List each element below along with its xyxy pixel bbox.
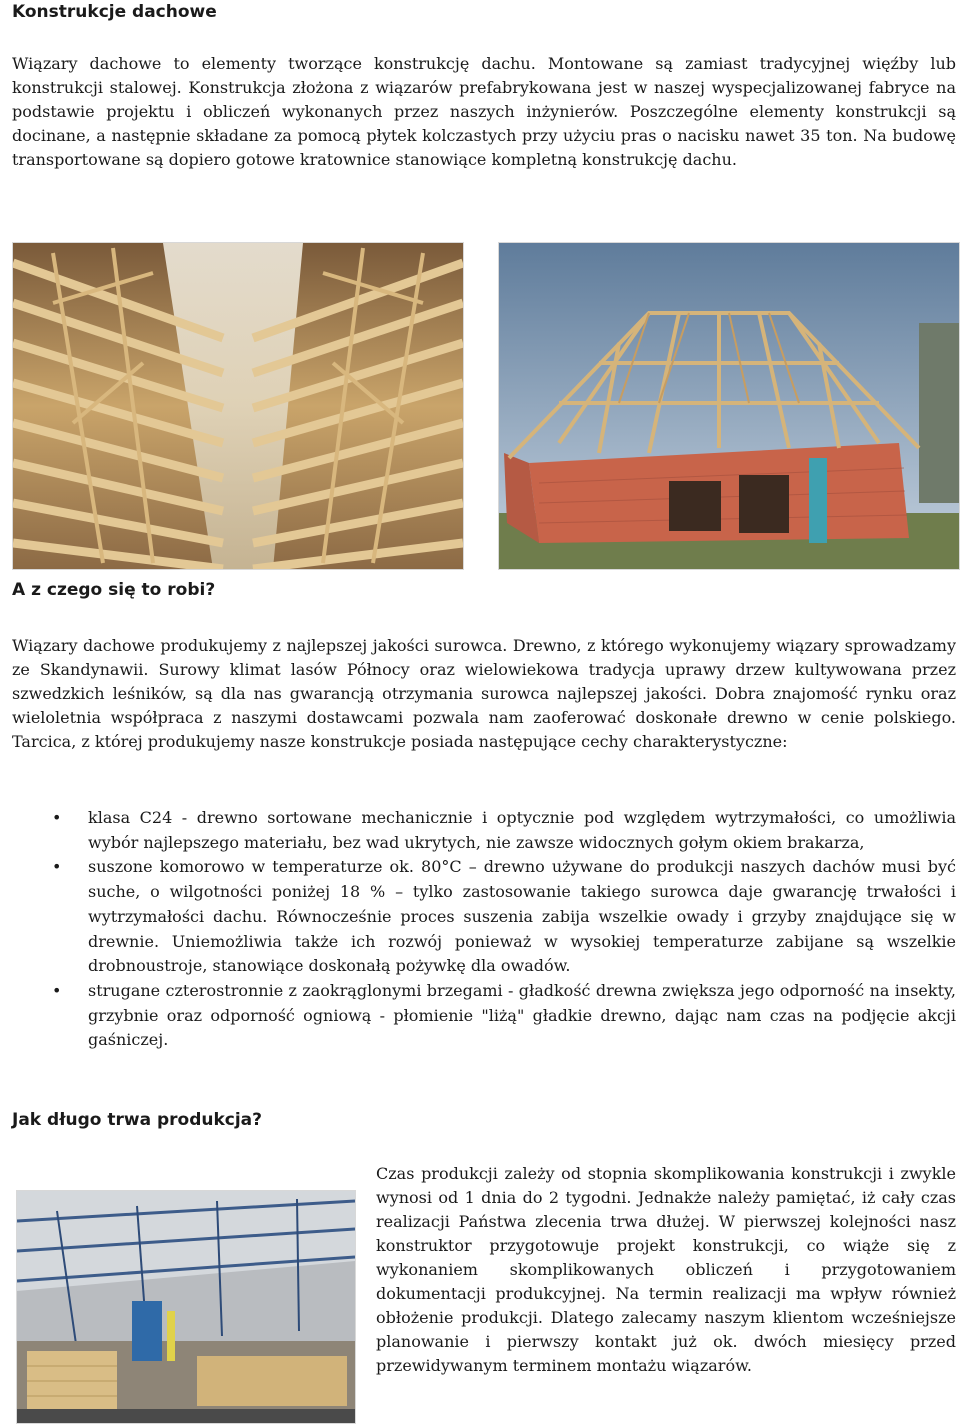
factory-hall-photo bbox=[16, 1190, 356, 1424]
bullet-icon: • bbox=[52, 857, 62, 877]
section-heading-roof-constructions: Konstrukcje dachowe bbox=[12, 2, 217, 22]
section-heading-materials: A z czego się to robi? bbox=[12, 580, 216, 600]
feature-text: strugane czterostronnie z zaokrąglonymi brzegami - gładkość drewna zwiększa jego odporność na insekty, grzybnie oraz odporność ogniową - płomienie "liżą" gładkie drewno, dając nam czas na podjęcie akcji gaśniczej. bbox=[88, 980, 956, 1050]
section-heading-production-time: Jak długo trwa produkcja? bbox=[12, 1110, 263, 1130]
feature-list bbox=[12, 806, 956, 1053]
feature-text: suszone komorowo w temperaturze ok. 80°C – drewno używane do produkcji naszych dachów musi być suche, o wilgotności poniżej 18 % – tylko zastosowanie takiego surowca daje gwarancję trwałości i wytrzymałości dachu. Równocześnie proces suszenia zabija wszelkie owady i grzyby znajdujące się w drewnie. Uniemożliwia także ich rozwój ponieważ w wysokiej temperaturze zabijane są wszelkie drobnoustroje, stanowiące doskonałą pożywkę dla owadów. bbox=[88, 857, 956, 976]
house-roof-trusses-photo bbox=[498, 242, 960, 570]
list-item bbox=[12, 855, 956, 979]
bullet-icon: • bbox=[52, 808, 62, 827]
materials-paragraph: Wiązary dachowe produkujemy z najlepszej jakości surowca. Drewno, z którego wykonujemy wiązary sprowadzamy ze Skandynawii. Surowy klimat lasów Północy oraz wielowiekowa tradycja uprawy drzew kultywowana przez szwedzkich leśników, są dla nas gwarancją otrzymania surowca najlepszej jakości. Dobra znajomość rynku oraz wieloletnia współpraca z naszymi dostawcami pozwala nam zaoferować doskonałe drewno w cenie polskiego. Tarcica, z której produkujemy nasze konstrukcje posiada następujące cechy charakterystyczne: bbox=[12, 636, 956, 751]
truss-interior-photo bbox=[12, 242, 464, 570]
bullet-icon: • bbox=[52, 980, 62, 1000]
feature-text: klasa C24 - drewno sortowane mechanicznie i optycznie pod względem wytrzymałości, co umożliwia wybór najlepszego materiału, bez wad ukrytych, nie zawsze widocznych gołym okiem brakarza, bbox=[88, 808, 956, 852]
list-item bbox=[12, 979, 956, 1053]
list-item bbox=[12, 806, 956, 855]
production-time-paragraph: Czas produkcji zależy od stopnia skomplikowania konstrukcji i zwykle wynosi od 1 dnia do 2 tygodni. Jednakże należy pamiętać, iż cały czas realizacji Państwa zlecenia trwa dłużej. W pierwszej kolejności nasz konstruktor przygotowuje projekt konstrukcji, co wiąże się z wykonaniem skomplikowanych obliczeń i przygotowaniem dokumentacji produkcyjnej. Na termin realizacji ma wpływ również obłożenie produkcji. Dlatego zalecamy naszym klientom wcześniejsze planowanie i pierwszy kontakt już ok. dwóch miesięcy przed przewidywanym terminem montażu wiązarów. bbox=[376, 1164, 956, 1375]
intro-paragraph: Wiązary dachowe to elementy tworzące konstrukcję dachu. Montowane są zamiast tradycyjnej więźby lub konstrukcji stalowej. Konstrukcja złożona z wiązarów prefabrykowana jest w naszej wyspecjalizowanej fabryce na podstawie projektu i obliczeń wykonanych przez naszych inżynierów. Poszczególne elementy konstrukcji są docinane, a następnie składane za pomocą płytek kolczastych przy użyciu pras o nacisku nawet 35 ton. Na budowę transportowane są dopiero gotowe kratownice stanowiące kompletną konstrukcję dachu. bbox=[12, 54, 956, 169]
